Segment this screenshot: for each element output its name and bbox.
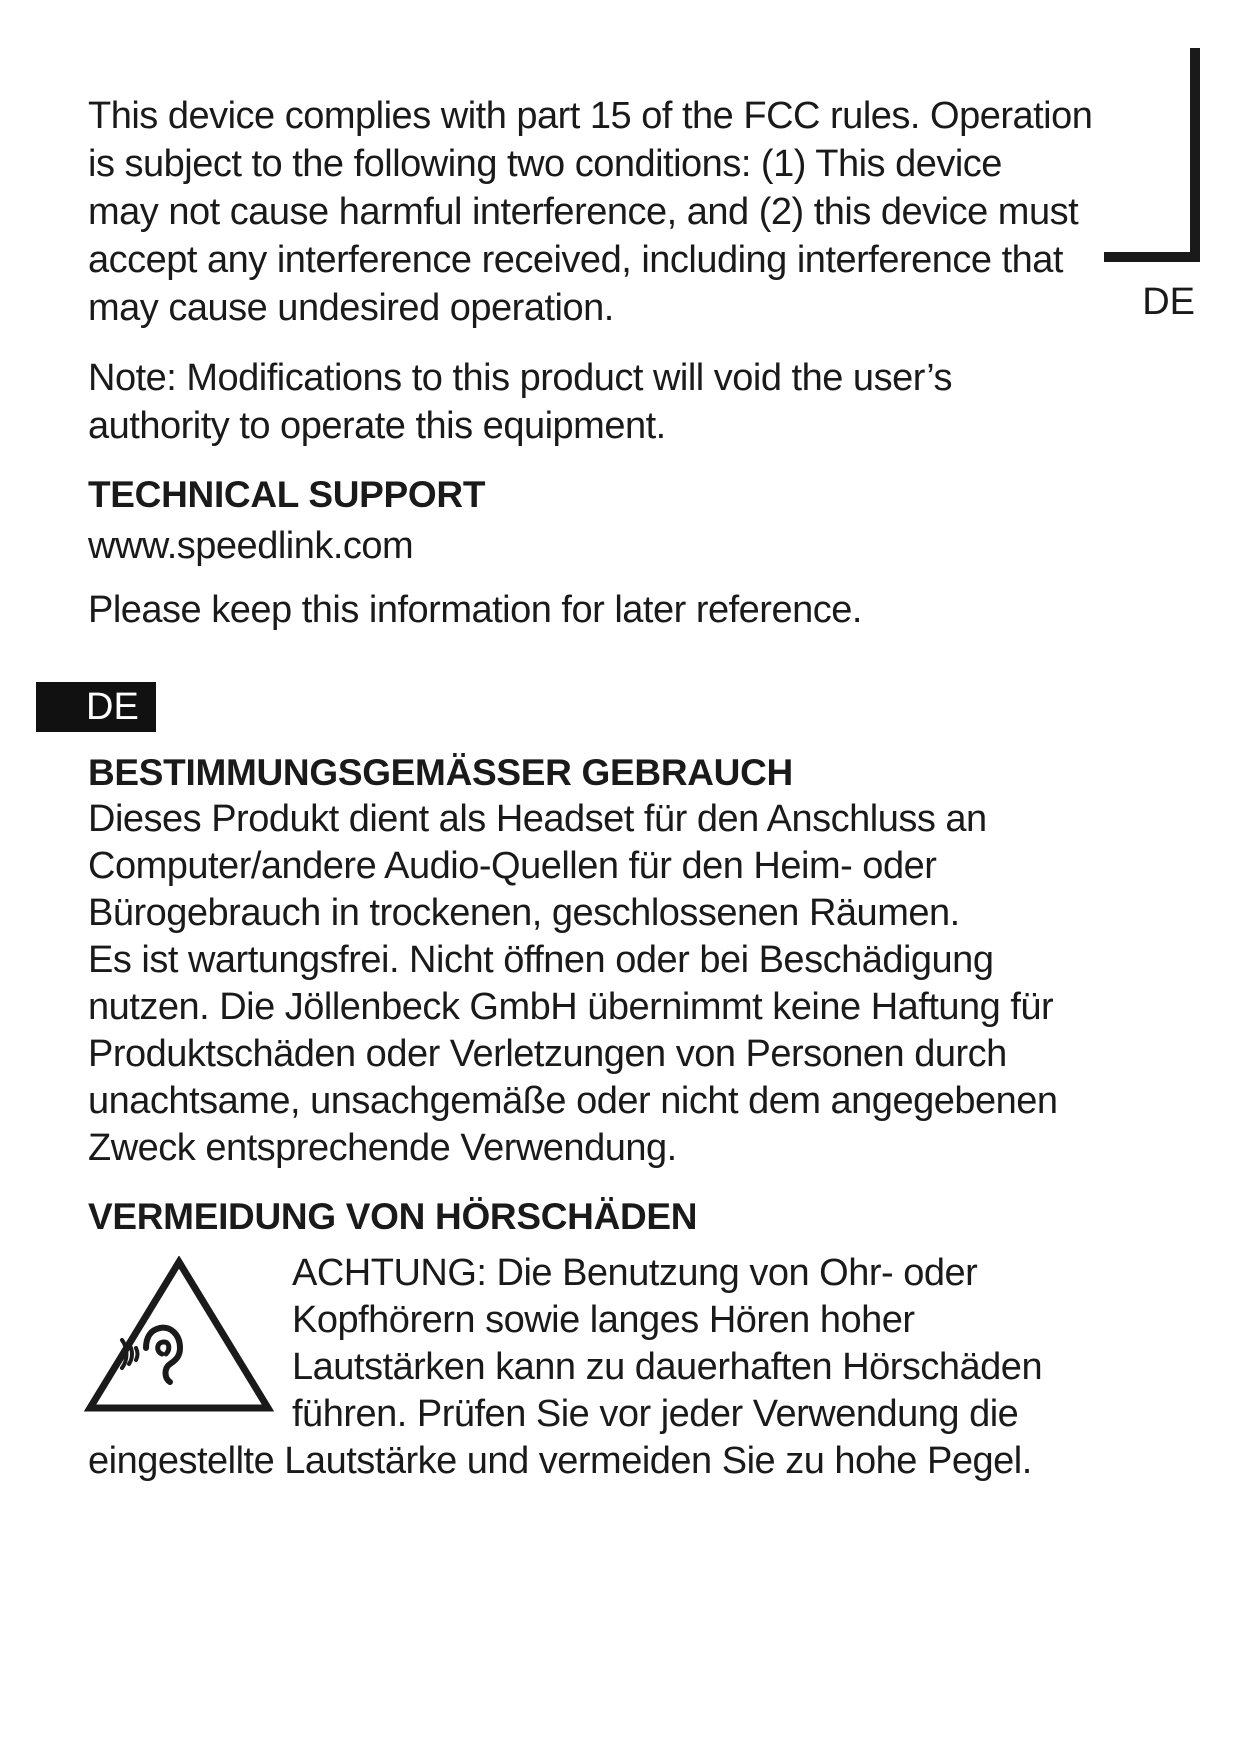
fcc-line: is subject to the following two conditions: (1) This device	[88, 143, 1002, 185]
hearing-warning	[88, 1250, 1088, 1485]
note-line: Note: Modifications to this product will void the user’s	[88, 357, 953, 399]
intended-use-line: Bürogebrauch in trockenen, geschlossenen Räumen.	[88, 892, 960, 934]
side-tab-label: DE	[1142, 281, 1195, 323]
intended-use-line: Computer/andere Audio-Quellen für den Heim- oder	[88, 845, 937, 887]
hearing-line: eingestellte Lautstärke und vermeiden Sie zu hohe Pegel.	[88, 1440, 1032, 1482]
language-bar	[36, 682, 156, 732]
language-bar-label: DE	[86, 686, 139, 728]
intended-use-line: Produktschäden oder Verletzungen von Personen durch	[88, 1033, 1007, 1075]
hearing-line: Kopfhörern sowie langes Hören hoher	[292, 1299, 915, 1341]
intended-use-line: unachtsame, unsachgemäße oder nicht dem angegebenen	[88, 1080, 1058, 1122]
note-line: authority to operate this equipment.	[88, 405, 666, 447]
hearing-line: ACHTUNG: Die Benutzung von Ohr- oder	[292, 1252, 978, 1294]
german-section	[88, 750, 1088, 1485]
keep-info-text: Please keep this information for later reference.	[88, 589, 862, 631]
fcc-line: This device complies with part 15 of the FCC rules. Operation	[88, 95, 1093, 137]
intended-use-line: Es ist wartungsfrei. Nicht öffnen oder bei Beschädigung	[88, 939, 994, 981]
hearing-warning-icon	[84, 1256, 274, 1416]
fcc-line: accept any interference received, including interference that	[88, 239, 1063, 281]
modification-note	[88, 354, 1078, 450]
intended-use-line: Dieses Produkt dient als Headset für den Anschluss an	[88, 798, 987, 840]
fcc-line: may not cause harmful interference, and (2) this device must	[88, 191, 1079, 233]
hearing-line: Lautstärken kann zu dauerhaften Hörschäden	[292, 1346, 1043, 1388]
support-heading: TECHNICAL SUPPORT	[88, 474, 486, 515]
side-tab-bar	[1190, 48, 1200, 260]
intended-use-text	[88, 796, 1088, 1172]
support-url: www.speedlink.com	[88, 525, 414, 567]
intended-use-line: nutzen. Die Jöllenbeck GmbH übernimmt keine Haftung für	[88, 986, 1054, 1028]
fcc-line: may cause undesired operation.	[88, 287, 614, 329]
intended-use-line: Zweck entsprechende Verwendung.	[88, 1127, 677, 1169]
fcc-statement	[88, 92, 1093, 332]
hearing-heading: VERMEIDUNG VON HÖRSCHÄDEN	[88, 1196, 698, 1237]
hearing-line: führen. Prüfen Sie vor jeder Verwendung die	[292, 1393, 1019, 1435]
english-section	[88, 92, 1093, 656]
side-tab-foot	[1104, 252, 1200, 262]
intended-use-heading: BESTIMMUNGSGEMÄSSER GEBRAUCH	[88, 752, 793, 793]
